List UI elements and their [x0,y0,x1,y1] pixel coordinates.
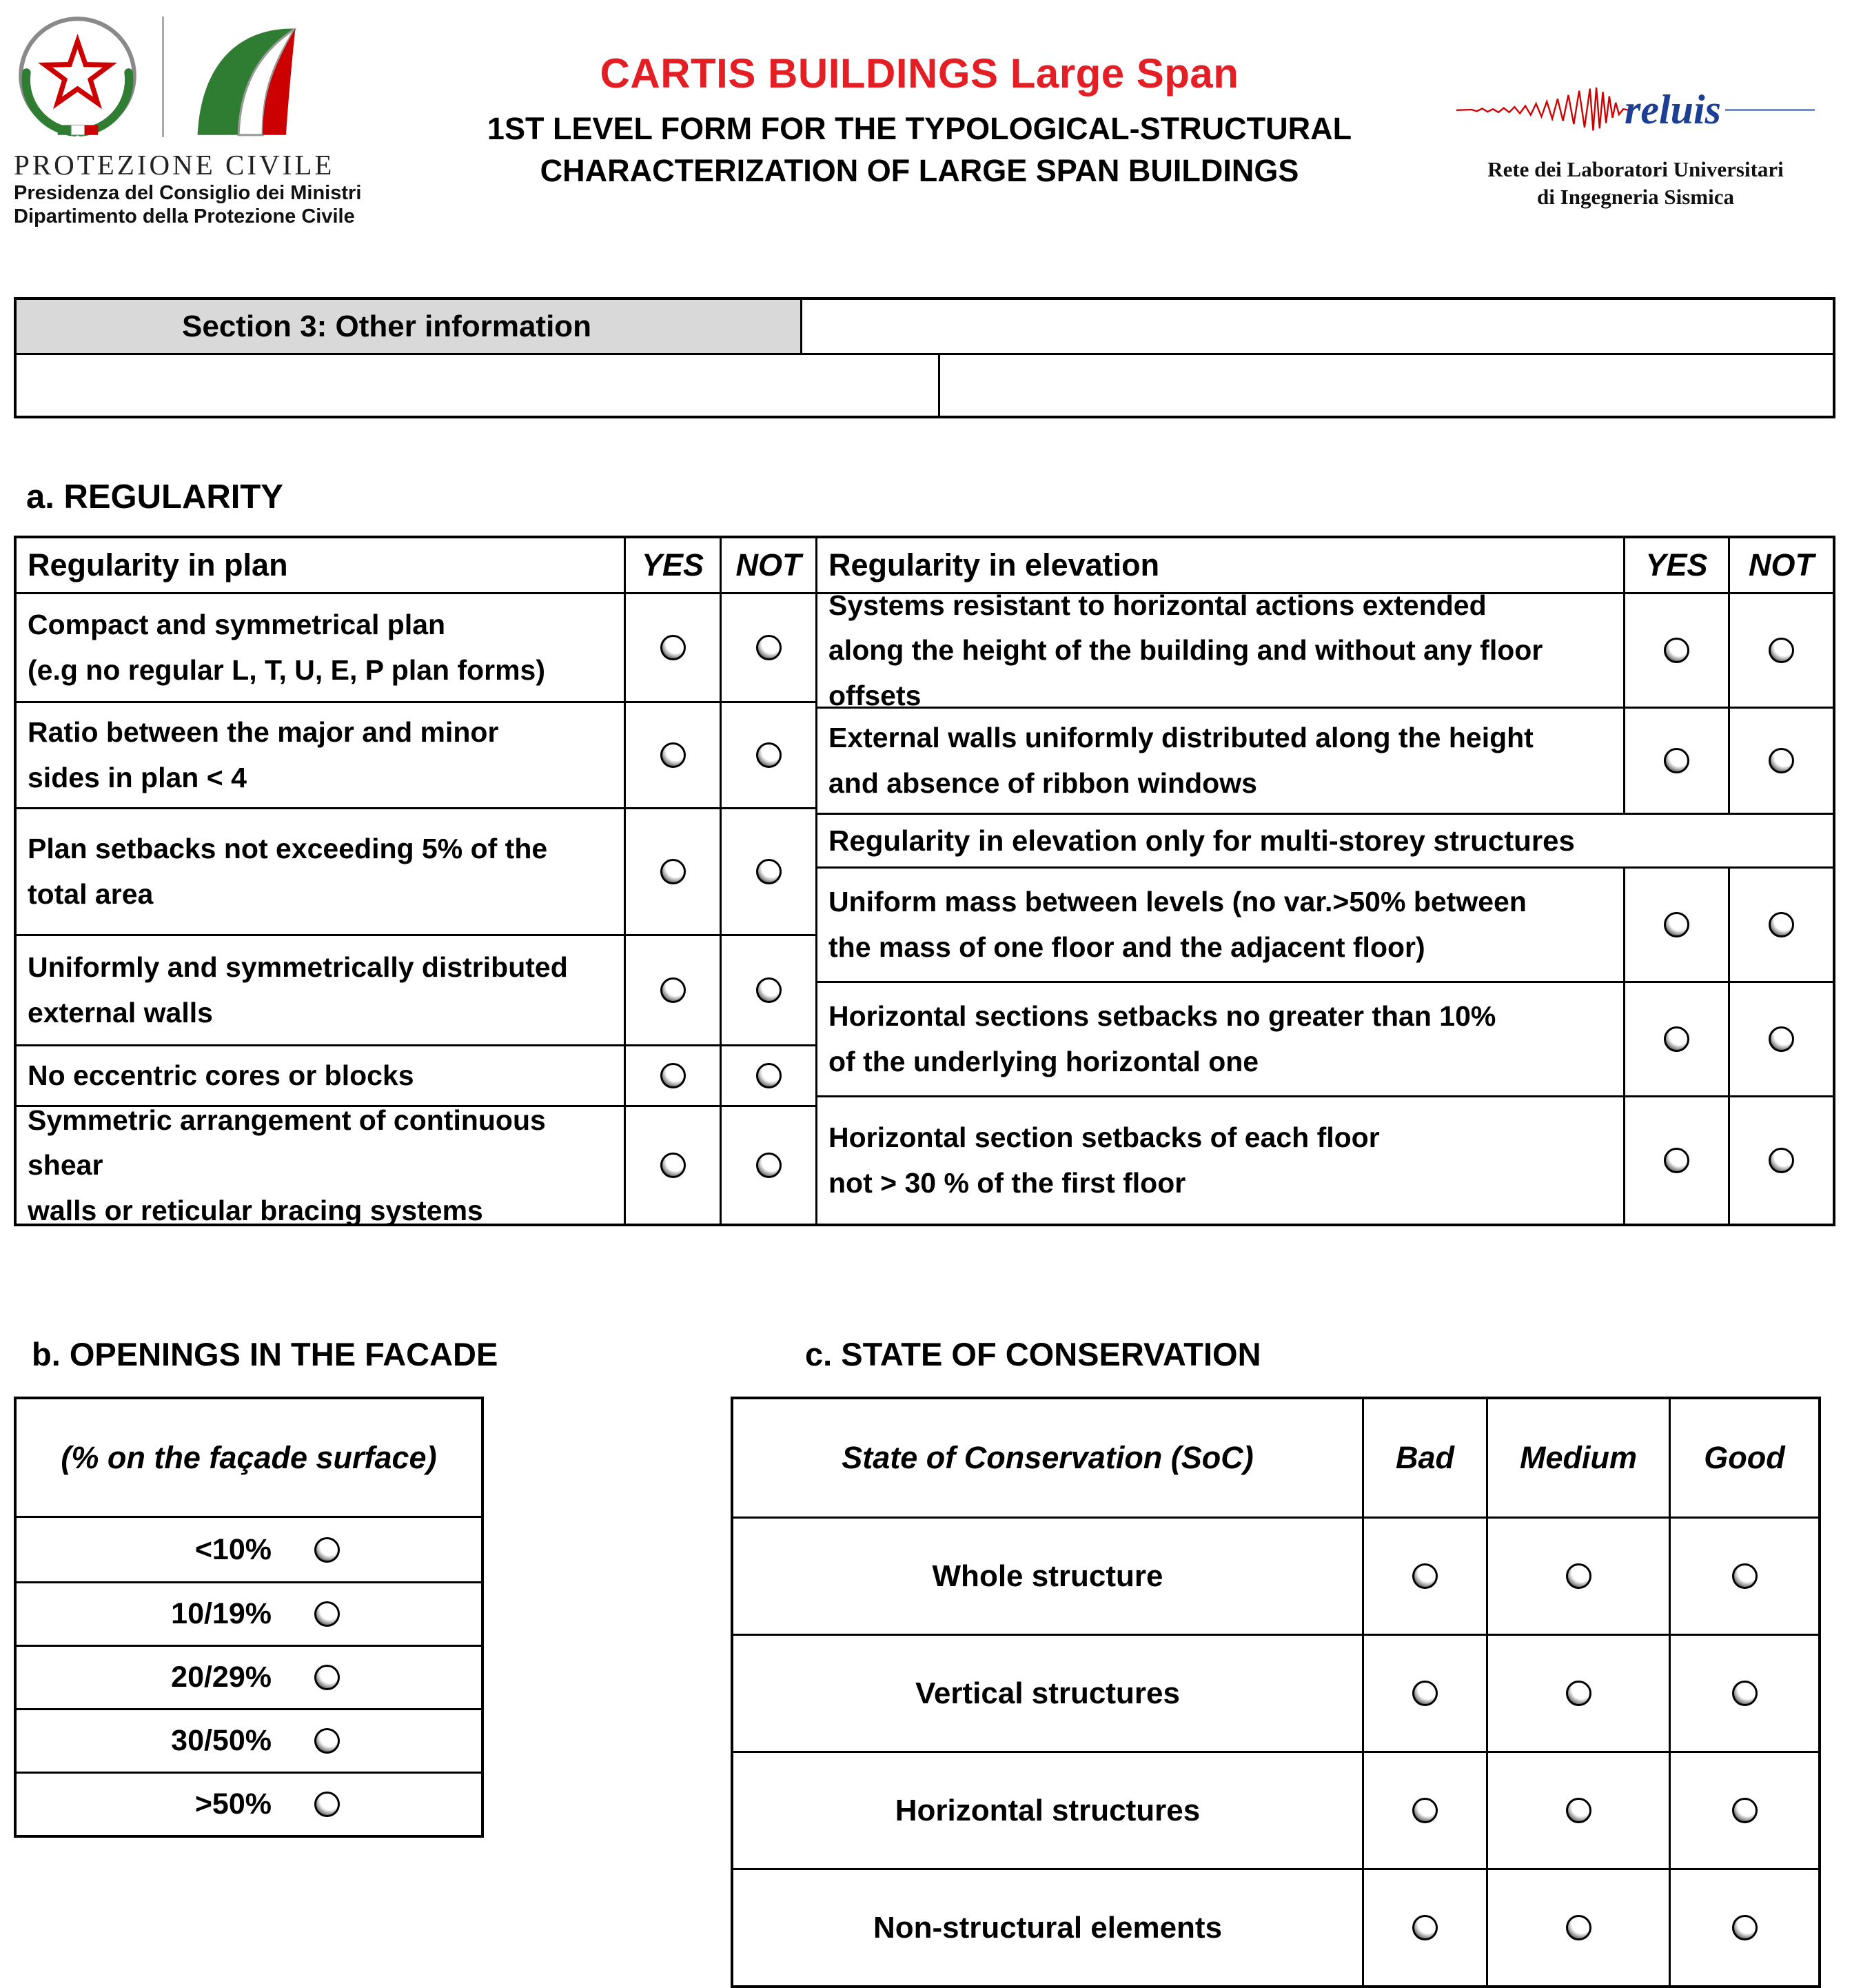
conservation-col-medium: Medium [1488,1399,1671,1517]
elevation-row-1-label: External walls uniformly distributed along the height and absence of ribbon windows [828,722,1534,799]
elevation-subheader-row [817,813,1833,866]
table-row [817,866,1833,981]
list-item [17,1772,481,1835]
radio-openings-1[interactable] [314,1601,340,1627]
radio-soc-2-good[interactable] [1732,1798,1758,1823]
conservation-section [731,1335,1821,1988]
radio-soc-3-bad[interactable] [1412,1915,1438,1940]
conservation-header-row [733,1399,1818,1517]
section3-empty-cell-left[interactable] [17,355,940,416]
radio-soc-0-medium[interactable] [1566,1563,1591,1589]
plan-not-header: NOT [720,538,815,592]
radio-openings-3[interactable] [314,1728,340,1754]
plan-row-3-label: Uniformly and symmetrically distributed external walls [28,951,568,1028]
elevation-yes-header: YES [1623,538,1728,592]
conservation-col-bad: Bad [1364,1399,1488,1517]
radio-plan-4-yes[interactable] [660,1063,686,1088]
radio-plan-1-yes[interactable] [660,742,686,768]
section3-title: Section 3: Other information [17,300,802,353]
radio-plan-0-not[interactable] [756,635,782,660]
radio-soc-2-medium[interactable] [1566,1798,1591,1823]
reluis-caption-line1: Rete dei Laboratori Universitari [1487,157,1784,181]
seismograph-icon [1456,79,1629,141]
elevation-row-0-label: Systems resistant to horizontal actions extended along the height of the building and without any floor offsets [828,589,1543,711]
conservation-table [731,1397,1821,1988]
radio-elevation-0-not[interactable] [1769,638,1794,663]
radio-plan-2-not[interactable] [756,859,782,884]
form-title: CARTIS BUILDINGS Large Span [600,50,1239,97]
radio-plan-5-not[interactable] [756,1153,782,1178]
table-row [817,1095,1833,1224]
elevation-header: Regularity in elevation [828,547,1160,583]
radio-plan-0-yes[interactable] [660,635,686,660]
plan-header-row [17,538,815,592]
reluis-logo-block [1436,10,1835,212]
radio-elevation-3-yes[interactable] [1664,1026,1689,1052]
section3-header-blank-cell [802,300,1833,353]
radio-plan-3-yes[interactable] [660,977,686,1003]
table-row [817,589,1833,711]
plan-row-1-label: Ratio between the major and minor sides in plan < 4 [28,716,499,793]
conservation-row-3-label: Non-structural elements [733,1870,1364,1985]
radio-plan-4-not[interactable] [756,1063,782,1088]
regularity-section-title: a. REGULARITY [26,478,283,516]
conservation-header: State of Conservation (SoC) [733,1399,1364,1517]
table-row [17,1105,815,1224]
radio-elevation-2-yes[interactable] [1664,912,1689,937]
radio-openings-0[interactable] [314,1537,340,1563]
openings-section [14,1335,498,1838]
plan-row-2-label: Plan setbacks not exceeding 5% of the total area [28,833,548,910]
radio-soc-1-bad[interactable] [1412,1681,1438,1706]
reluis-wordmark: reluis [1624,86,1722,132]
logo-divider [162,17,164,137]
reluis-tail-line [1725,109,1815,111]
page-header [14,10,1835,228]
radio-plan-1-not[interactable] [756,742,782,768]
table-row [17,592,815,701]
radio-soc-0-bad[interactable] [1412,1563,1438,1589]
radio-elevation-1-not[interactable] [1769,748,1794,773]
radio-elevation-1-yes[interactable] [1664,748,1689,773]
conservation-section-title: c. STATE OF CONSERVATION [805,1336,1261,1373]
regularity-plan-table [17,538,817,1224]
radio-elevation-4-yes[interactable] [1664,1148,1689,1173]
elevation-row-3-label: Horizontal sections setbacks no greater than 10% of the underlying horizontal one [828,1000,1496,1077]
radio-soc-2-bad[interactable] [1412,1798,1438,1823]
plan-row-5-label: Symmetric arrangement of continuous shear walls or reticular bracing systems [28,1104,546,1226]
openings-section-title: b. OPENINGS IN THE FACADE [32,1336,498,1373]
form-subtitle-line2: CHARACTERIZATION OF LARGE SPAN BUILDINGS [540,152,1299,188]
list-item [17,1518,481,1581]
plan-row-0-label: Compact and symmetrical plan (e.g no regular L, T, U, E, P plan forms) [28,609,546,686]
radio-soc-0-good[interactable] [1732,1563,1758,1589]
table-row [17,1044,815,1105]
table-row [733,1868,1818,1985]
radio-elevation-2-not[interactable] [1769,912,1794,937]
protezione-civile-name: PROTEZIONE CIVILE [14,149,335,181]
openings-option-1-label: 10/19% [171,1597,272,1631]
list-item [17,1581,481,1645]
conservation-row-0-label: Whole structure [733,1519,1364,1634]
radio-openings-2[interactable] [314,1665,340,1690]
section3-box [14,297,1835,418]
reluis-caption-line2: di Ingegneria Sismica [1537,185,1734,210]
radio-elevation-0-yes[interactable] [1664,638,1689,663]
section3-empty-cell-right[interactable] [940,355,1833,416]
table-row [733,1517,1818,1634]
radio-soc-1-good[interactable] [1732,1681,1758,1706]
radio-plan-2-yes[interactable] [660,859,686,884]
radio-elevation-4-not[interactable] [1769,1148,1794,1173]
table-row [817,981,1833,1095]
radio-soc-1-medium[interactable] [1566,1681,1591,1706]
protezione-civile-line2: Dipartimento della Protezione Civile [14,205,355,228]
conservation-row-1-label: Vertical structures [733,1636,1364,1751]
protezione-civile-emblem-icon [14,13,141,141]
plan-row-4-label: No eccentric cores or blocks [28,1059,414,1092]
elevation-subheader: Regularity in elevation only for multi-storey structures [828,824,1575,857]
table-row [733,1634,1818,1751]
elevation-row-2-label: Uniform mass between levels (no var.>50% between the mass of one floor and the adjacent floor) [828,886,1527,963]
elevation-not-header: NOT [1728,538,1833,592]
elevation-row-4-label: Horizontal section setbacks of each floor not > 30 % of the first floor [828,1122,1380,1199]
openings-option-4-label: >50% [194,1787,272,1821]
regularity-elevation-table [817,538,1833,1224]
openings-option-2-label: 20/29% [171,1661,272,1694]
protezione-civile-tricolor-icon [183,13,311,141]
radio-elevation-3-not[interactable] [1769,1026,1794,1052]
openings-option-3-label: 30/50% [171,1724,272,1758]
table-row [733,1751,1818,1868]
list-item [17,1708,481,1772]
table-row [17,701,815,807]
table-row [17,934,815,1044]
regularity-table [14,536,1835,1226]
protezione-civile-line1: Presidenza del Consiglio dei Ministri [14,182,362,204]
conservation-col-good: Good [1704,1440,1785,1476]
table-row [817,707,1833,813]
radio-soc-3-good[interactable] [1732,1915,1758,1940]
conservation-row-2-label: Horizontal structures [733,1753,1364,1868]
radio-plan-5-yes[interactable] [660,1153,686,1178]
form-subtitle-line1: 1ST LEVEL FORM FOR THE TYPOLOGICAL-STRUCTURAL [487,111,1352,146]
title-block [403,10,1436,192]
protezione-civile-logo-block [14,10,403,228]
openings-option-0-label: <10% [194,1532,272,1566]
radio-openings-4[interactable] [314,1792,340,1817]
plan-yes-header: YES [624,538,720,592]
radio-plan-3-not[interactable] [756,977,782,1003]
openings-table [14,1397,484,1838]
table-row [17,807,815,934]
openings-header: (% on the façade surface) [17,1399,481,1518]
plan-header: Regularity in plan [28,547,288,583]
radio-soc-3-medium[interactable] [1566,1915,1591,1940]
list-item [17,1645,481,1708]
